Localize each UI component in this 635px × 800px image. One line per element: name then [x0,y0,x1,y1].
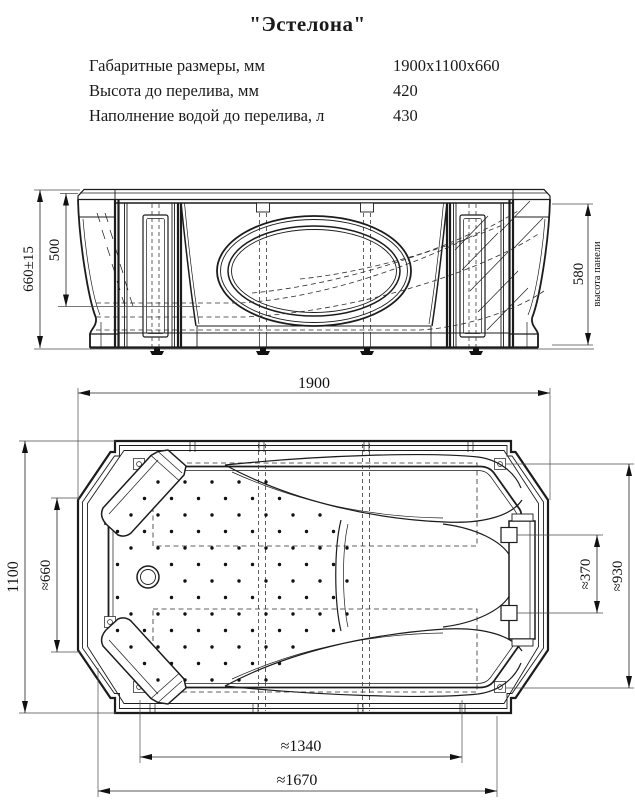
spec-value: 430 [393,106,418,125]
spec-label: Высота до перелива, мм [89,81,259,100]
dim-right-span: ≈930 [610,560,626,592]
spec-value: 420 [393,81,418,100]
dim-panel-height-label: высота панели [592,241,603,307]
spec-value: 1900x1100x660 [393,56,500,75]
spec-row [89,103,589,128]
spec-row [89,78,589,103]
top-view-drawing [5,375,634,797]
front-view-drawing [21,190,603,356]
spec-row [89,53,589,78]
dim-length: 1900 [298,375,330,392]
front-hidden-supports [257,203,374,333]
dim-inner-length: ≈1340 [280,738,322,755]
spec-label: Габаритные размеры, мм [89,56,265,75]
dim-left-edge: ≈660 [38,559,54,591]
spec-label: Наполнение водой до перелива, л [89,106,325,125]
front-oval-ornament [217,216,411,326]
front-dimensions [21,190,603,348]
dim-width: 1100 [5,561,22,593]
front-left-niche [143,204,168,350]
front-feet [150,348,483,356]
technical-drawing [0,140,635,800]
dim-panel-height: 580 [571,262,587,286]
dim-overall-height: 660±15 [21,246,37,292]
page-title: "Эстелона" [249,12,366,36]
dim-rim-height: 500 [47,238,63,262]
spec-table [89,53,589,128]
dim-outer-length: ≈1670 [276,772,318,789]
dim-jets-span: ≈370 [578,558,594,590]
front-right-niche [460,204,485,350]
